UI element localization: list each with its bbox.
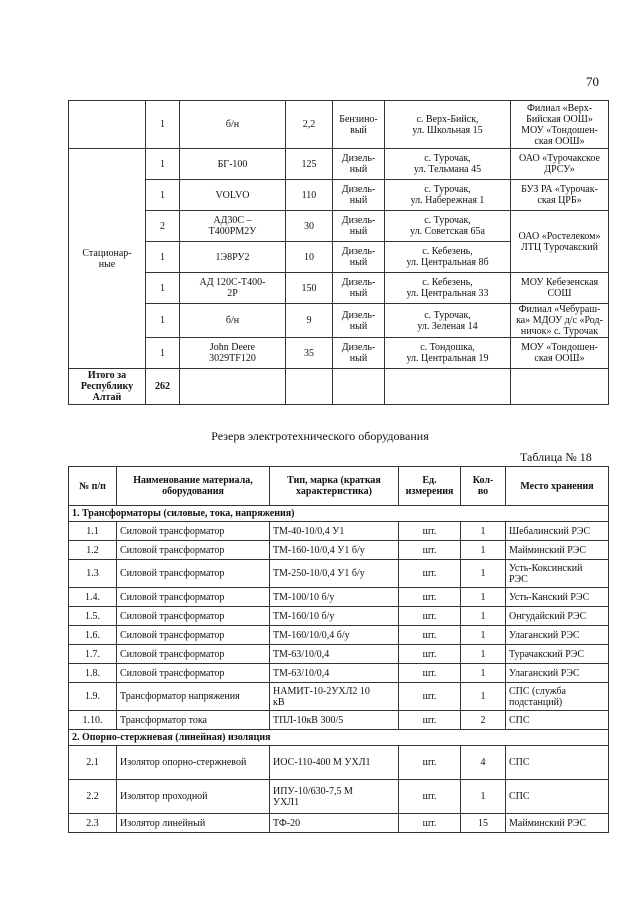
- count-cell: 1: [146, 101, 180, 149]
- total-row: [69, 369, 609, 405]
- count-cell: 1: [146, 273, 180, 304]
- table-row: [69, 211, 609, 242]
- count-cell: 1: [146, 304, 180, 338]
- reserve-table: [68, 466, 609, 833]
- qty-cell: 1: [461, 541, 506, 560]
- name-cell: Силовой трансформатор: [117, 522, 270, 541]
- owner-cell: Филиал «Чебураш- ка» МДОУ д/с «Род- ничок» с. Турочак: [511, 304, 609, 338]
- unit-cell: шт.: [399, 560, 461, 588]
- section-title: Резерв электротехнического оборудования: [211, 429, 429, 443]
- name-cell: Силовой трансформатор: [117, 560, 270, 588]
- name-cell: Силовой трансформатор: [117, 645, 270, 664]
- place-cell: Усть-Канский РЭС: [506, 588, 609, 607]
- fuel-cell: Дизель- ный: [333, 149, 385, 180]
- owner-cell: БУЗ РА «Турочак- ская ЦРБ»: [511, 180, 609, 211]
- place-cell: Майминский РЭС: [506, 814, 609, 833]
- place-cell: Улаганский РЭС: [506, 626, 609, 645]
- unit-cell: шт.: [399, 588, 461, 607]
- unit-cell: шт.: [399, 626, 461, 645]
- num-cell: 2.3: [69, 814, 117, 833]
- num-cell: 2.2: [69, 780, 117, 814]
- table-row: [69, 814, 609, 833]
- table-row: [69, 149, 609, 180]
- section-heading: 1. Трансформаторы (силовые, тока, напряжения): [69, 506, 609, 522]
- type-cell: Стационар- ные: [69, 149, 146, 369]
- fuel-cell: Дизель- ный: [333, 180, 385, 211]
- fuel-cell: Дизель- ный: [333, 338, 385, 369]
- generators-table: [68, 100, 609, 405]
- type-cell: ТМ-160/10 б/у: [270, 607, 399, 626]
- total-value: 262: [146, 369, 180, 405]
- name-cell: Силовой трансформатор: [117, 541, 270, 560]
- table-row: [69, 101, 609, 149]
- power-cell: 125: [286, 149, 333, 180]
- num-cell: 1.8.: [69, 664, 117, 683]
- qty-cell: 2: [461, 711, 506, 730]
- num-cell: 1.4.: [69, 588, 117, 607]
- num-cell: 1.1: [69, 522, 117, 541]
- model-cell: АД30С – Т400РМ2У: [180, 211, 286, 242]
- power-cell: 9: [286, 304, 333, 338]
- empty-cell: [385, 369, 511, 405]
- type-cell: ИОС-110-400 М УХЛ1: [270, 746, 399, 780]
- header-row: [69, 467, 609, 506]
- section-row: [69, 506, 609, 522]
- qty-cell: 1: [461, 645, 506, 664]
- count-cell: 1: [146, 149, 180, 180]
- qty-cell: 1: [461, 780, 506, 814]
- address-cell: с. Турочак, ул. Набережная 1: [385, 180, 511, 211]
- num-cell: 1.2: [69, 541, 117, 560]
- model-cell: 1Э8РУ2: [180, 242, 286, 273]
- num-cell: 2.1: [69, 746, 117, 780]
- place-cell: Усть-Коксинский РЭС: [506, 560, 609, 588]
- table-row: [69, 180, 609, 211]
- unit-cell: шт.: [399, 711, 461, 730]
- place-cell: СПС: [506, 746, 609, 780]
- empty-cell: [333, 369, 385, 405]
- qty-cell: 1: [461, 664, 506, 683]
- total-label: Итого за Республику Алтай: [69, 369, 146, 405]
- power-cell: 35: [286, 338, 333, 369]
- name-cell: Силовой трансформатор: [117, 588, 270, 607]
- column-header: Место хранения: [506, 467, 609, 506]
- table-row: [69, 664, 609, 683]
- qty-cell: 1: [461, 588, 506, 607]
- place-cell: Шебалинский РЭС: [506, 522, 609, 541]
- table-row: [69, 588, 609, 607]
- section-heading: 2. Опорно-стержневая (линейная) изоляция: [69, 730, 609, 746]
- fuel-cell: Дизель- ный: [333, 273, 385, 304]
- name-cell: Изолятор опорно-стержневой: [117, 746, 270, 780]
- unit-cell: шт.: [399, 522, 461, 541]
- table-row: [69, 645, 609, 664]
- table-label: Таблица № 18: [520, 450, 592, 464]
- address-cell: с. Турочак, ул. Тельмана 45: [385, 149, 511, 180]
- num-cell: 1.3: [69, 560, 117, 588]
- place-cell: Турачакский РЭС: [506, 645, 609, 664]
- column-header: Наименование материала, оборудования: [117, 467, 270, 506]
- address-cell: с. Тондошка, ул. Центральная 19: [385, 338, 511, 369]
- column-header: Ед. измерения: [399, 467, 461, 506]
- place-cell: СПС: [506, 711, 609, 730]
- type-cell: ТМ-250-10/0,4 У1 б/у: [270, 560, 399, 588]
- model-cell: John Deere 3029TF120: [180, 338, 286, 369]
- power-cell: 10: [286, 242, 333, 273]
- place-cell: Онгудайский РЭС: [506, 607, 609, 626]
- table-row: [69, 338, 609, 369]
- model-cell: б/н: [180, 304, 286, 338]
- unit-cell: шт.: [399, 814, 461, 833]
- power-cell: 2,2: [286, 101, 333, 149]
- owner-cell: ОАО «Ростелеком» ЛТЦ Турочакский: [511, 211, 609, 273]
- empty-cell: [286, 369, 333, 405]
- model-cell: АД 120С-Т400- 2Р: [180, 273, 286, 304]
- owner-cell: ОАО «Турочакское ДРСУ»: [511, 149, 609, 180]
- power-cell: 30: [286, 211, 333, 242]
- qty-cell: 1: [461, 560, 506, 588]
- unit-cell: шт.: [399, 645, 461, 664]
- type-cell: ТМ-160-10/0,4 У1 б/у: [270, 541, 399, 560]
- column-header: № п/п: [69, 467, 117, 506]
- name-cell: Изолятор проходной: [117, 780, 270, 814]
- table-row: [69, 522, 609, 541]
- unit-cell: шт.: [399, 683, 461, 711]
- table-row: [69, 683, 609, 711]
- table-row: [69, 780, 609, 814]
- fuel-cell: Дизель- ный: [333, 211, 385, 242]
- qty-cell: 15: [461, 814, 506, 833]
- model-cell: VOLVO: [180, 180, 286, 211]
- owner-cell: МОУ Кебезенская СОШ: [511, 273, 609, 304]
- place-cell: СПС: [506, 780, 609, 814]
- num-cell: 1.5.: [69, 607, 117, 626]
- qty-cell: 1: [461, 626, 506, 645]
- type-cell: ТМ-63/10/0,4: [270, 664, 399, 683]
- count-cell: 1: [146, 180, 180, 211]
- address-cell: с. Верх-Бийск, ул. Школьная 15: [385, 101, 511, 149]
- address-cell: с. Турочак, ул. Зеленая 14: [385, 304, 511, 338]
- table-row: [69, 304, 609, 338]
- address-cell: с. Кебезень, ул. Центральная 8б: [385, 242, 511, 273]
- unit-cell: шт.: [399, 607, 461, 626]
- type-cell: ТМ-160/10/0,4 б/у: [270, 626, 399, 645]
- table-row: [69, 541, 609, 560]
- num-cell: 1.7.: [69, 645, 117, 664]
- type-cell: НАМИТ-10-2УХЛ2 10 кВ: [270, 683, 399, 711]
- unit-cell: шт.: [399, 541, 461, 560]
- name-cell: Силовой трансформатор: [117, 626, 270, 645]
- type-cell: ТМ-100/10 б/у: [270, 588, 399, 607]
- qty-cell: 1: [461, 607, 506, 626]
- table-row: [69, 273, 609, 304]
- fuel-cell: Дизель- ный: [333, 304, 385, 338]
- name-cell: Силовой трансформатор: [117, 607, 270, 626]
- qty-cell: 4: [461, 746, 506, 780]
- name-cell: Силовой трансформатор: [117, 664, 270, 683]
- empty-cell: [511, 369, 609, 405]
- page-number: 70: [586, 74, 599, 89]
- address-cell: с. Кебезень, ул. Центральная 33: [385, 273, 511, 304]
- model-cell: б/н: [180, 101, 286, 149]
- type-cell: ТМ-40-10/0,4 У1: [270, 522, 399, 541]
- type-cell: ИПУ-10/630-7,5 М УХЛ1: [270, 780, 399, 814]
- type-cell: ТМ-63/10/0,4: [270, 645, 399, 664]
- count-cell: 1: [146, 338, 180, 369]
- unit-cell: шт.: [399, 664, 461, 683]
- table-row: [69, 607, 609, 626]
- qty-cell: 1: [461, 683, 506, 711]
- type-cell: ТПЛ-10кВ 300/5: [270, 711, 399, 730]
- fuel-cell: Бензино- вый: [333, 101, 385, 149]
- unit-cell: шт.: [399, 780, 461, 814]
- count-cell: 2: [146, 211, 180, 242]
- owner-cell: Филиал «Верх- Бийская ООШ» МОУ «Тондошен- ская ООШ»: [511, 101, 609, 149]
- table-row: [69, 626, 609, 645]
- address-cell: с. Турочак, ул. Советская 65а: [385, 211, 511, 242]
- count-cell: 1: [146, 242, 180, 273]
- num-cell: 1.9.: [69, 683, 117, 711]
- power-cell: 150: [286, 273, 333, 304]
- type-cell: [69, 101, 146, 149]
- num-cell: 1.6.: [69, 626, 117, 645]
- empty-cell: [180, 369, 286, 405]
- power-cell: 110: [286, 180, 333, 211]
- type-cell: ТФ-20: [270, 814, 399, 833]
- num-cell: 1.10.: [69, 711, 117, 730]
- name-cell: Трансформатор тока: [117, 711, 270, 730]
- place-cell: СПС (служба подстанций): [506, 683, 609, 711]
- table-row: [69, 746, 609, 780]
- table-row: [69, 711, 609, 730]
- qty-cell: 1: [461, 522, 506, 541]
- fuel-cell: Дизель- ный: [333, 242, 385, 273]
- name-cell: Трансформатор напряжения: [117, 683, 270, 711]
- unit-cell: шт.: [399, 746, 461, 780]
- table-row: [69, 560, 609, 588]
- place-cell: Майминский РЭС: [506, 541, 609, 560]
- model-cell: БГ-100: [180, 149, 286, 180]
- column-header: Кол- во: [461, 467, 506, 506]
- place-cell: Улаганский РЭС: [506, 664, 609, 683]
- name-cell: Изолятор линейный: [117, 814, 270, 833]
- column-header: Тип, марка (краткая характеристика): [270, 467, 399, 506]
- owner-cell: МОУ «Тондошен- ская ООШ»: [511, 338, 609, 369]
- section-row: [69, 730, 609, 746]
